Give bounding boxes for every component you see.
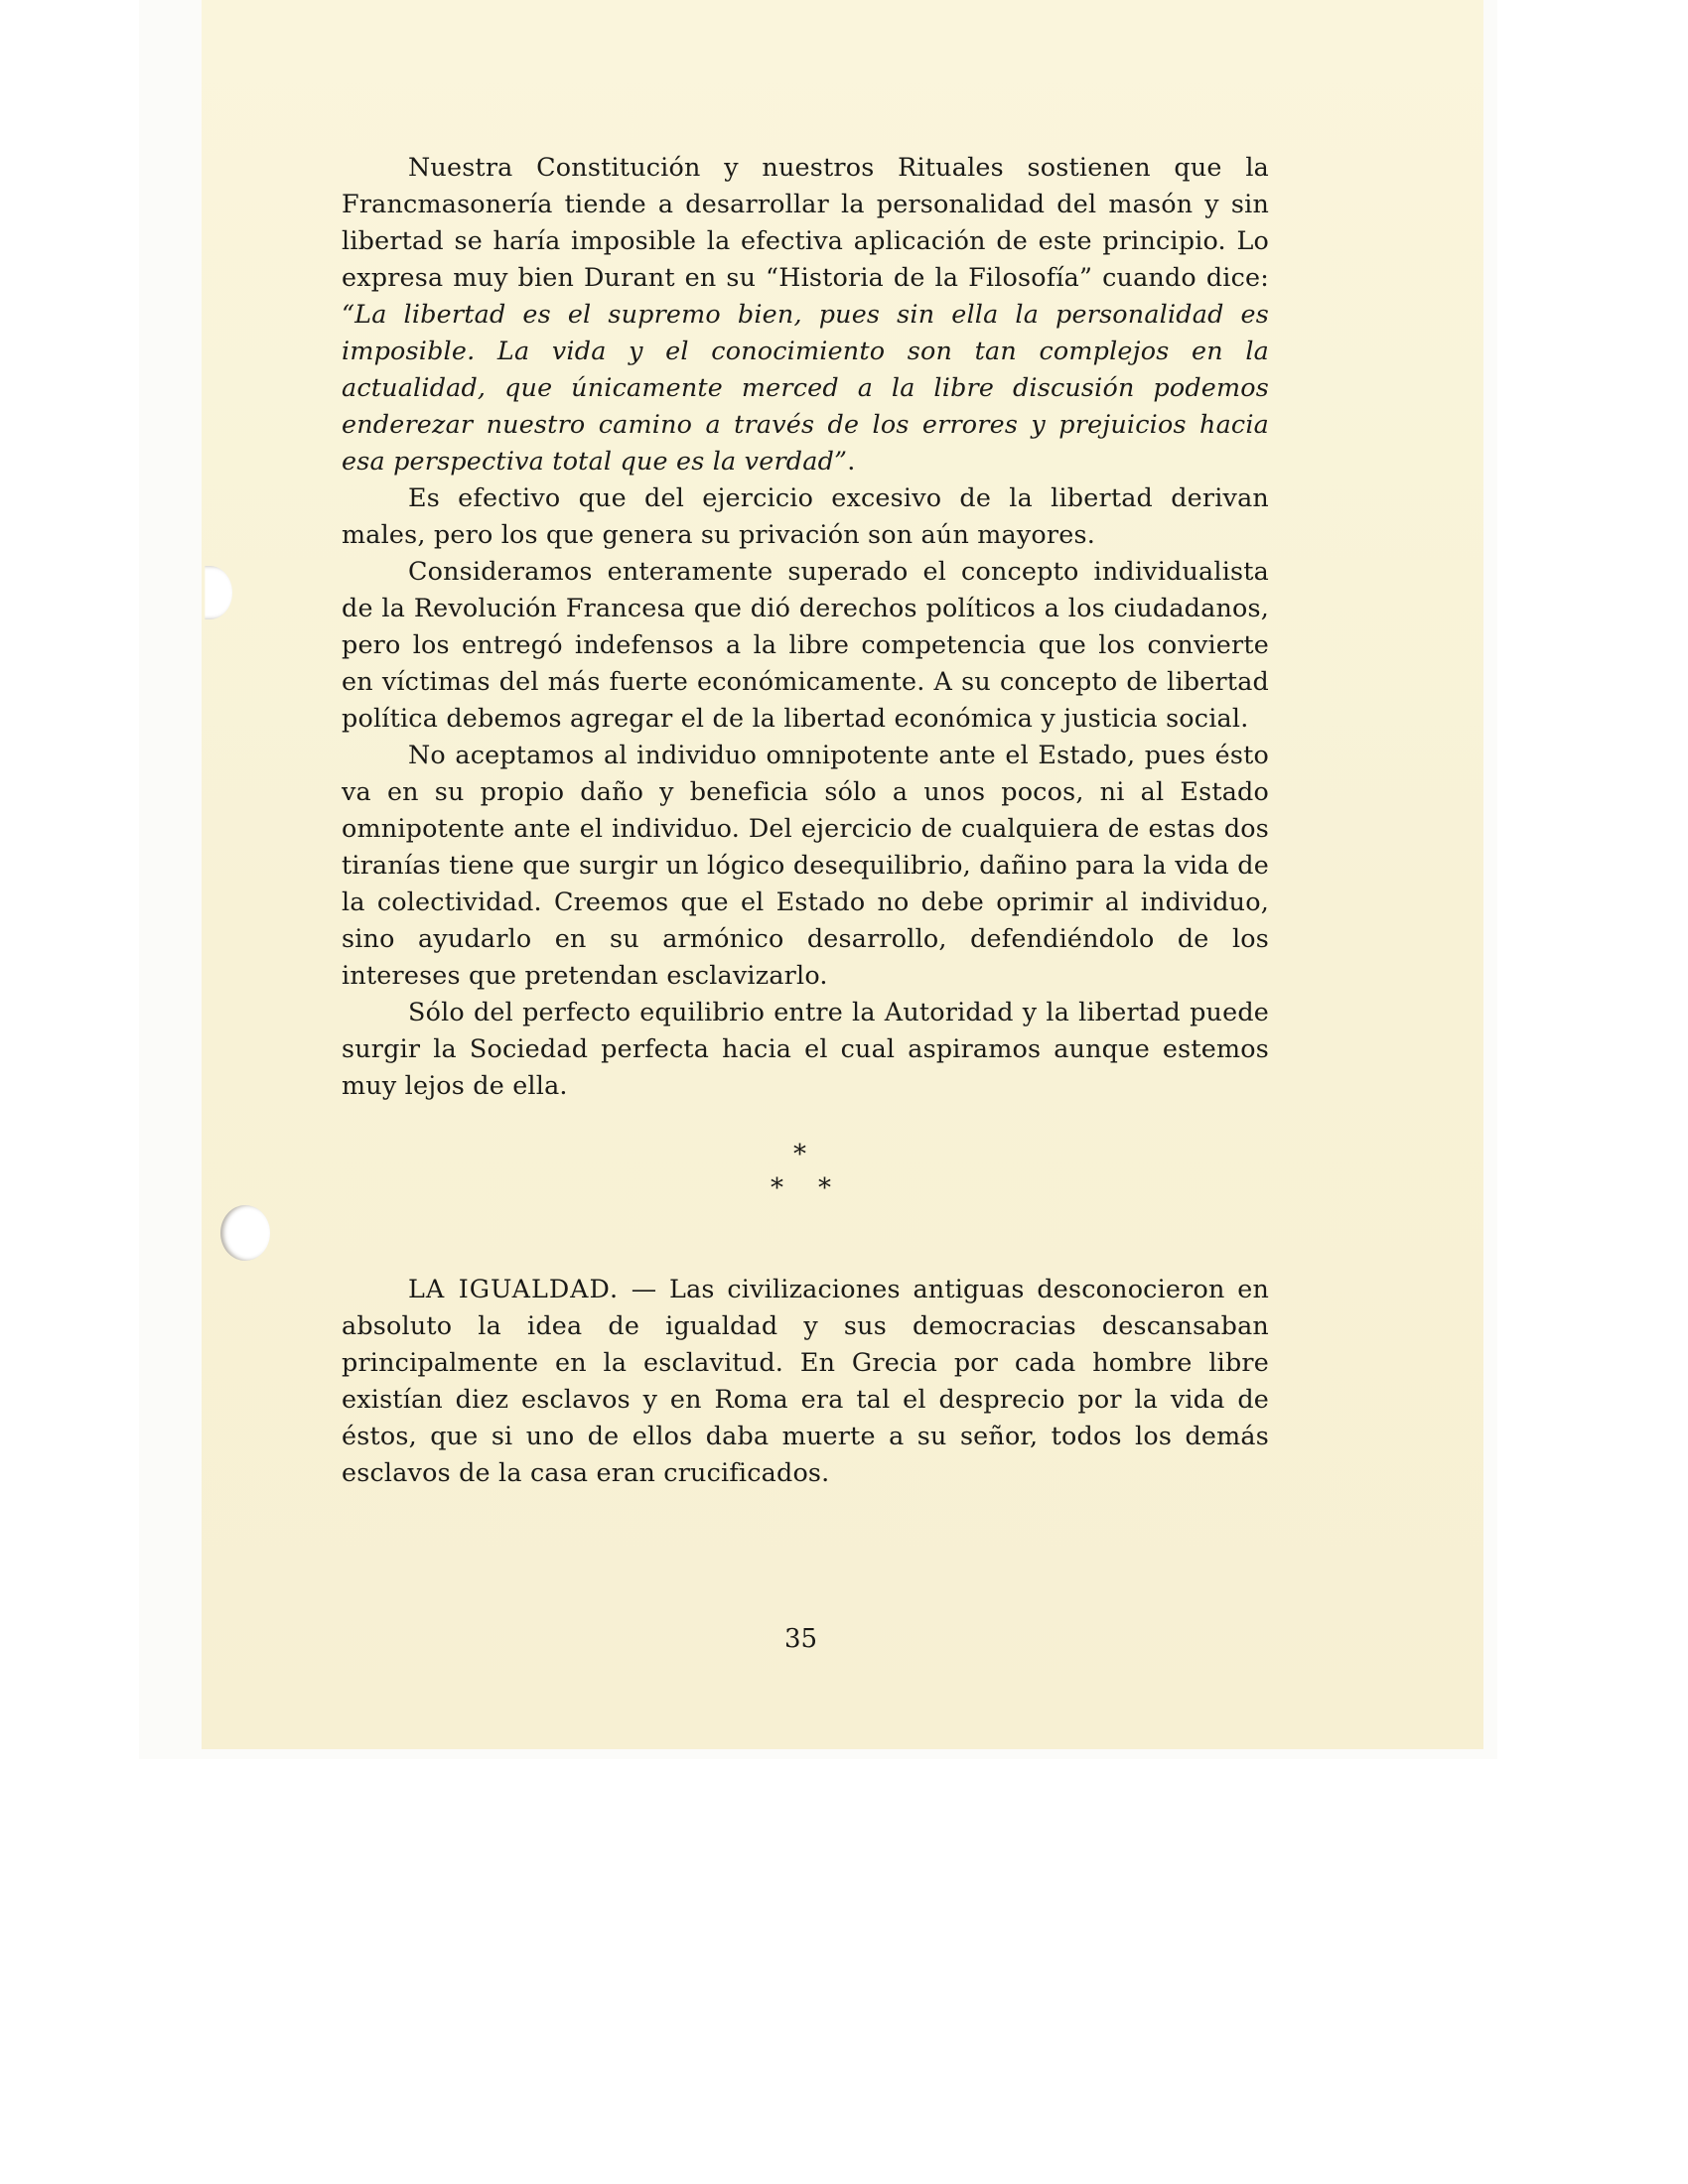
paragraph-freedom-personality xyxy=(342,149,1269,479)
paragraph-equality xyxy=(342,1271,1269,1491)
paragraph-individualism: Consideramos enteramente superado el concepto individualista de la Revolución Francesa que dió derechos políticos a los ciudadanos, pero los entregó indefensos a la libre competencia que los convierte en víctimas del más fuerte económicamente. A su concepto de libertad política debemos agregar el de la libertad económica y justicia social. xyxy=(342,556,1269,733)
heading-dash: — xyxy=(619,1274,670,1303)
quote-end-punctuation: . xyxy=(847,446,856,476)
paragraph-state-individual: No aceptamos al individuo omnipotente ante el Estado, pues ésto va en su propio daño y beneficia sólo a unos pocos, ni al Estado omnipotente ante el individuo. Del ejercicio de cualquiera de estas dos tiranías tiene que surgir un lógico desequilibrio, dañino para la vida de la colectividad. Creemos que el Estado no debe oprimir al individuo, sino ayudarlo en su armónico desarrollo, defendiéndolo de los intereses que pretendan esclavizarlo. xyxy=(342,740,1269,990)
paragraph-equilibrium: Sólo del perfecto equilibrio entre la Autoridad y la libertad puede surgir la Sociedad perfecta hacia el cual aspiramos aunque estemos muy lejos de ella. xyxy=(342,997,1269,1100)
page-body xyxy=(342,149,1269,1491)
section-ornament xyxy=(342,1104,1269,1271)
durant-quote: “La libertad es el supremo bien, pues sin ella la personalidad es imposible. La vida y el conocimiento son tan complejos en la actualidad, que únicamente merced a la libre discusión podemos enderezar nuestro camino a través de los errores y prejuicios hacia esa perspectiva total que es la verdad” xyxy=(342,299,1269,476)
paragraph-excess-freedom: Es efectivo que del ejercicio excesivo de la libertad derivan males, pero los que genera su privación son aún mayores. xyxy=(342,482,1269,549)
ornament-star-left: * xyxy=(771,1173,784,1203)
paragraph-text: Las civilizaciones antiguas desconocieron en absoluto la idea de igualdad y sus democracias descansaban principalmente en la esclavitud. En Grecia por cada hombre libre existían diez esclavos y en Roma era tal el desprecio por la vida de éstos, que si uno de ellos daba muerte a su señor, todos los demás esclavos de la casa eran crucificados. xyxy=(342,1274,1269,1487)
paragraph-text: Nuestra Constitución y nuestros Rituales sostienen que la Francmasonería tiende a desarrollar la personalidad del masón y sin libertad se haría imposible la efectiva aplicación de este principio. Lo expresa muy bien Durant en su “Historia de la Filosofía” cuando dice: xyxy=(342,152,1269,292)
page-number: 35 xyxy=(784,1624,818,1654)
ornament-star-top: * xyxy=(793,1140,807,1169)
section-heading: LA IGUALDAD. xyxy=(408,1274,620,1303)
punch-hole-lower xyxy=(220,1205,270,1261)
ornament-star-right: * xyxy=(818,1173,832,1203)
